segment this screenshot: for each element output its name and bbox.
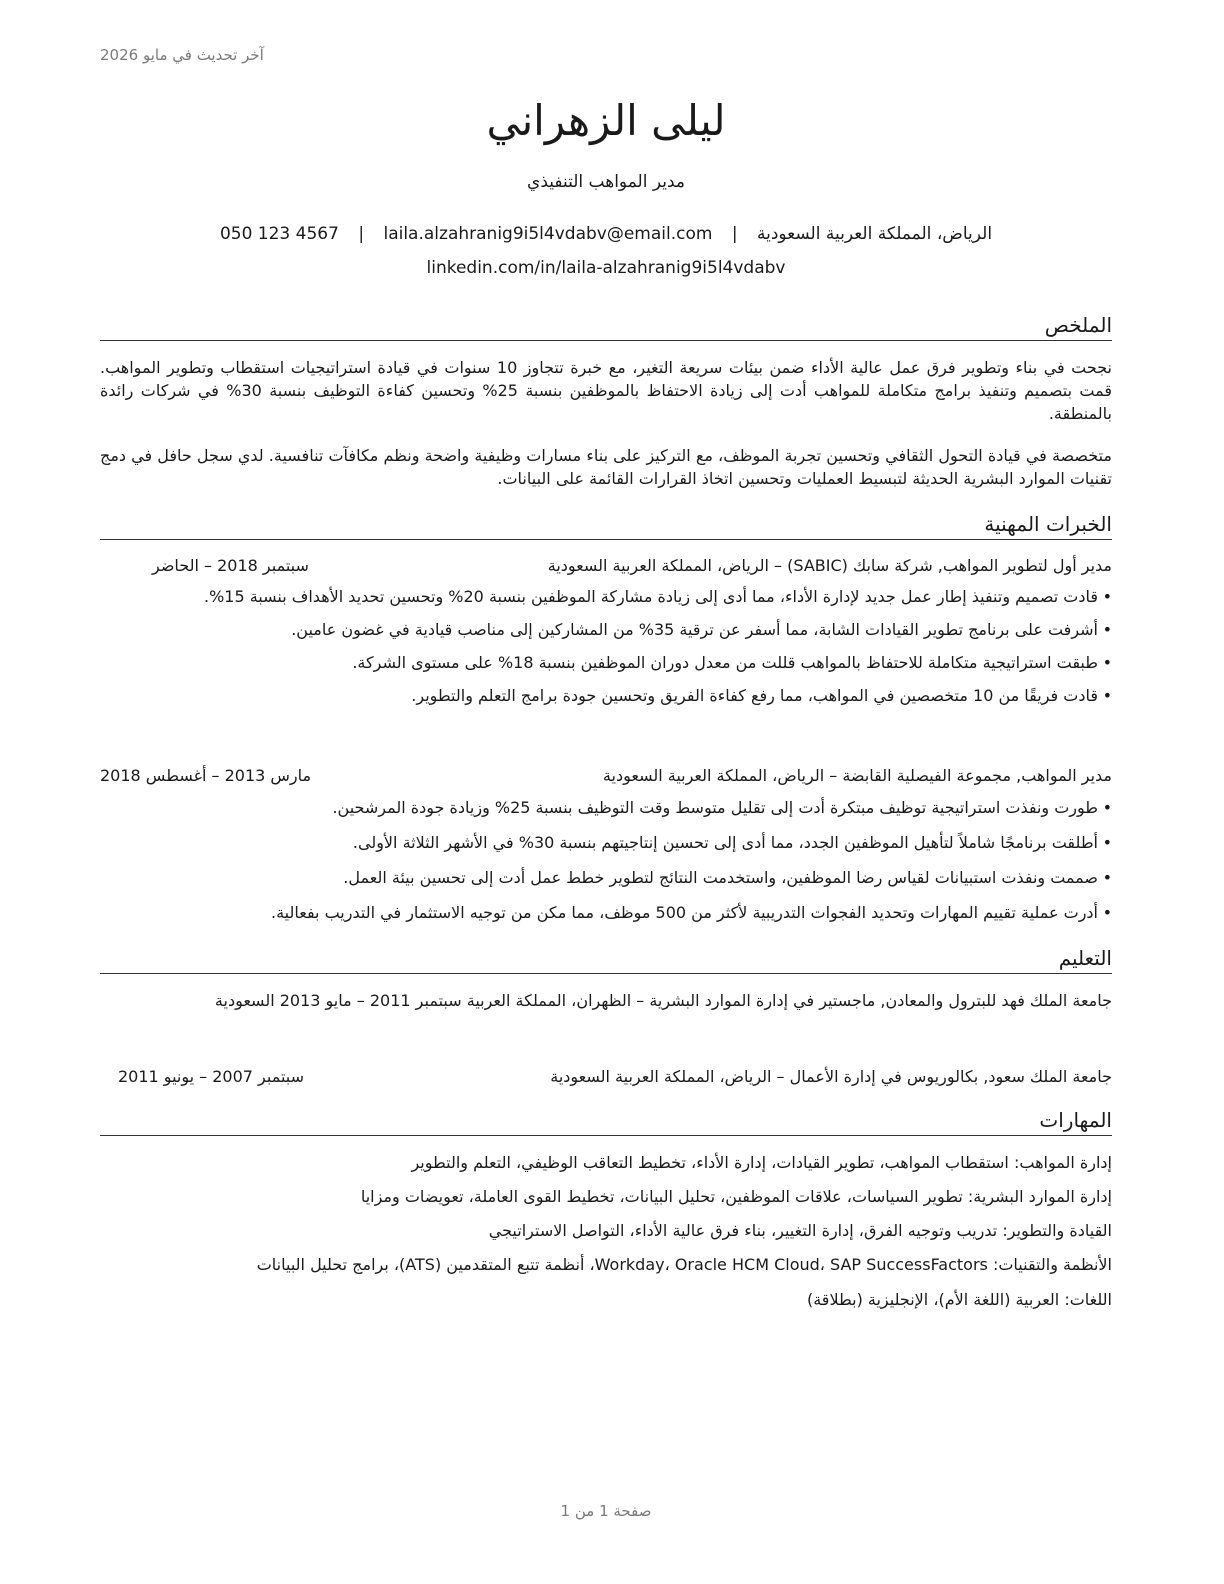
summary-paragraph-2: متخصصة في قيادة التحول الثقافي وتحسين تجربة الموظف، مع التركيز على بناء مسارات وظيفية واضحة ونظم مكافآت تنافسية. لدي سجل حافل في دمج تقنيات الموارد البشرية الحديثة لتبسيط العمليات وتحسين اتخاذ القرارات القائمة على البيانات. <box>100 446 1112 488</box>
education-dates: سبتمبر 2007 – يونيو 2011 <box>118 1067 305 1086</box>
resume-page <box>100 0 1112 1584</box>
job-bullet: • طورت ونفذت استراتيجية توظيف مبتكرة أدت إلى تقليل متوسط وقت التوظيف بنسبة 25% وزيادة جودة المرشحين. <box>100 796 1112 819</box>
job-bullet: • قادت تصميم وتنفيذ إطار عمل جديد لإدارة الأداء، مما أدى إلى زيادة مشاركة الموظفين بنسبة 20% وتحسين تحديد الأهداف بنسبة 15%. <box>100 585 1112 608</box>
contact-line <box>100 224 1112 244</box>
job-bullet: • أطلقت برنامجًا شاملاً لتأهيل الموظفين الجدد، مما أدى إلى تحسين إنتاجيتهم بنسبة 30% في الأشهر الثلاثة الأولى. <box>100 831 1112 854</box>
page-number: صفحة 1 من 1 <box>560 1502 652 1520</box>
candidate-role: مدير المواهب التنفيذي <box>527 172 685 192</box>
skill-line: الأنظمة والتقنيات: Workday، Oracle HCM Cloud، SAP SuccessFactors، أنظمة تتبع المتقدمين (ATS)، برامج تحليل البيانات <box>256 1255 1112 1274</box>
job-heading <box>100 555 1112 577</box>
education-item <box>100 1066 1112 1088</box>
last-updated: آخر تحديث في مايو 2026 <box>100 46 264 64</box>
contact-phone: 050 123 4567 <box>219 224 339 244</box>
contact-separator: | <box>358 224 365 244</box>
section-title-skills: المهارات <box>100 1107 1112 1136</box>
skill-line: القيادة والتطوير: تدريب وتوجيه الفرق، إدارة التغيير، بناء فرق عالية الأداء، التواصل الاستراتيجي <box>488 1221 1112 1240</box>
job-bullet: • أشرفت على برنامج تطوير القيادات الشابة، مما أسفر عن ترقية 35% من المشاركين إلى مناصب قيادية في غضون عامين. <box>100 618 1112 641</box>
job-bullets <box>100 585 1112 707</box>
contact-email[interactable]: laila.alzahranig9i5l4vdabv@email.com <box>383 224 713 244</box>
job-bullet: • صممت ونفذت استبيانات لقياس رضا الموظفين، واستخدمت النتائج لتطوير خطط عمل أدت إلى تحسين بيئة العمل. <box>100 866 1112 889</box>
job-title-company: مدير المواهب, مجموعة الفيصلية القابضة – الرياض، المملكة العربية السعودية <box>602 766 1112 785</box>
job-title-company: مدير أول لتطوير المواهب, شركة سابك (SABIC) – الرياض، المملكة العربية السعودية <box>547 556 1112 575</box>
job-bullet: • طبقت استراتيجية متكاملة للاحتفاظ بالمواهب قللت من معدل دوران الموظفين بنسبة 18% على مستوى الشركة. <box>100 651 1112 674</box>
candidate-name: ليلى الزهراني <box>486 96 726 145</box>
section-title-education: التعليم <box>100 945 1112 974</box>
job-bullets <box>100 796 1112 924</box>
job-bullet: • أدرت عملية تقييم المهارات وتحديد الفجوات التدريبية لأكثر من 500 موظف، مما مكن من توجيه الاستثمار في التدريب بفعالية. <box>100 901 1112 924</box>
section-title-summary: الملخص <box>100 312 1112 341</box>
job-dates: سبتمبر 2018 – الحاضر <box>152 556 309 575</box>
skill-line: اللغات: العربية (اللغة الأم)، الإنجليزية (بطلاقة) <box>806 1290 1112 1309</box>
education-item: جامعة الملك فهد للبترول والمعادن, ماجستير في إدارة الموارد البشرية – الظهران، المملكة العربية سبتمبر 2011 – مايو 2013 السعودية <box>214 991 1112 1010</box>
skill-line: إدارة الموارد البشرية: تطوير السياسات، علاقات الموظفين، تحليل البيانات، تخطيط القوى العاملة، تعويضات ومزايا <box>360 1187 1112 1206</box>
job-heading <box>100 765 1112 787</box>
job-bullet: • قادت فريقًا من 10 متخصصين في المواهب، مما رفع كفاءة الفريق وتحسين جودة برامج التعلم والتطوير. <box>100 684 1112 707</box>
education-degree-school: جامعة الملك سعود, بكالوريوس في إدارة الأعمال – الرياض، المملكة العربية السعودية <box>550 1067 1112 1086</box>
section-title-experience: الخبرات المهنية <box>100 511 1112 540</box>
contact-separator: | <box>731 224 738 244</box>
summary-paragraph-1: نجحت في بناء وتطوير فرق عمل عالية الأداء ضمن بيئات سريعة التغير، مع خبرة تتجاوز 10 سنوات في قيادة استراتيجيات استقطاب وتطوير المواهب. قمت بتصميم وتنفيذ برامج متكاملة للمواهب أدت إلى زيادة الاحتفاظ بالموظفين بنسبة 25% وتحسين كفاءة التوظيف بنسبة 30% في شركات رائدة بالمنطقة. <box>100 358 1113 423</box>
contact-location: الرياض، المملكة العربية السعودية <box>756 224 993 244</box>
contact-linkedin[interactable]: linkedin.com/in/laila-alzahranig9i5l4vdabv <box>426 258 786 278</box>
job-dates: مارس 2013 – أغسطس 2018 <box>100 766 312 785</box>
skill-line: إدارة المواهب: استقطاب المواهب، تطوير القيادات، إدارة الأداء، تخطيط التعاقب الوظيفي، التعلم والتطوير <box>411 1153 1112 1172</box>
